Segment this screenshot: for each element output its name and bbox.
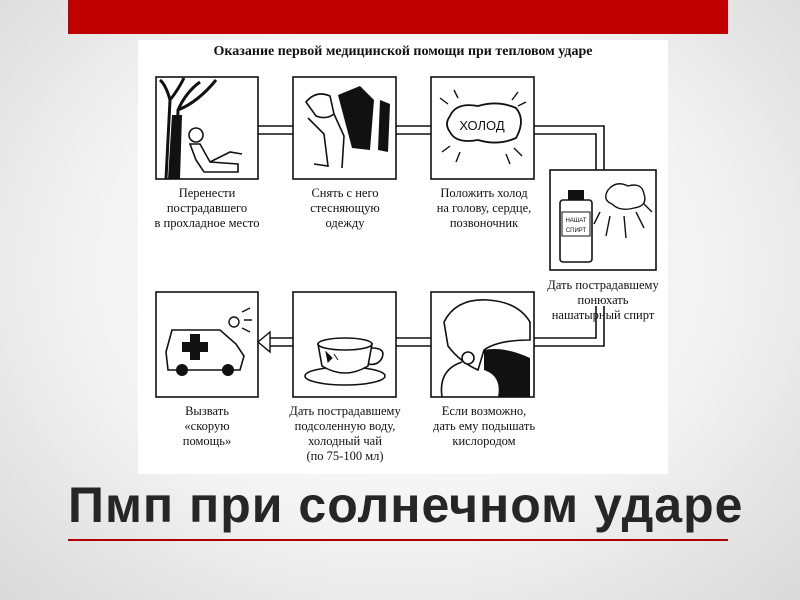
slide-title: Пмп при солнечном ударе bbox=[68, 477, 744, 533]
step-4-caption: Дать пострадавшему понюхать нашатырный спирт bbox=[547, 278, 659, 322]
person-under-tree-icon bbox=[156, 77, 258, 179]
svg-text:НАШАТ: НАШАТ bbox=[565, 218, 587, 224]
cold-pack-icon bbox=[431, 77, 534, 179]
step-6-caption: Дать пострадавшему подсоленную воду, холодный чай (по 75-100 мл) bbox=[289, 404, 401, 463]
diagram-title: Оказание первой медицинской помощи при тепловом ударе bbox=[213, 44, 593, 59]
step-1-caption: Перенести пострадавшего в прохладное место bbox=[154, 186, 260, 230]
step-7-caption: Вызвать «скорую помощь» bbox=[182, 404, 232, 448]
first-aid-diagram bbox=[138, 40, 668, 474]
cold-pack-label: ХОЛОД bbox=[459, 118, 505, 133]
ambulance-icon bbox=[156, 292, 258, 397]
step-3-caption: Положить холод на голову, сердце, позвоночник bbox=[436, 186, 532, 230]
flow-arrow-head bbox=[258, 332, 270, 352]
step-5-caption: Если возможно, дать ему подышать кислородом bbox=[432, 404, 536, 448]
svg-text:СПИРТ: СПИРТ bbox=[565, 228, 587, 234]
top-accent-bar bbox=[68, 0, 728, 34]
oxygen-mask-icon bbox=[431, 292, 534, 397]
tea-cup-icon bbox=[293, 292, 396, 397]
title-underline bbox=[68, 539, 728, 541]
ammonia-bottle-icon bbox=[550, 170, 656, 270]
step-2-caption: Снять с него стесняющую одежду bbox=[310, 186, 380, 230]
removing-clothes-icon bbox=[293, 77, 396, 179]
